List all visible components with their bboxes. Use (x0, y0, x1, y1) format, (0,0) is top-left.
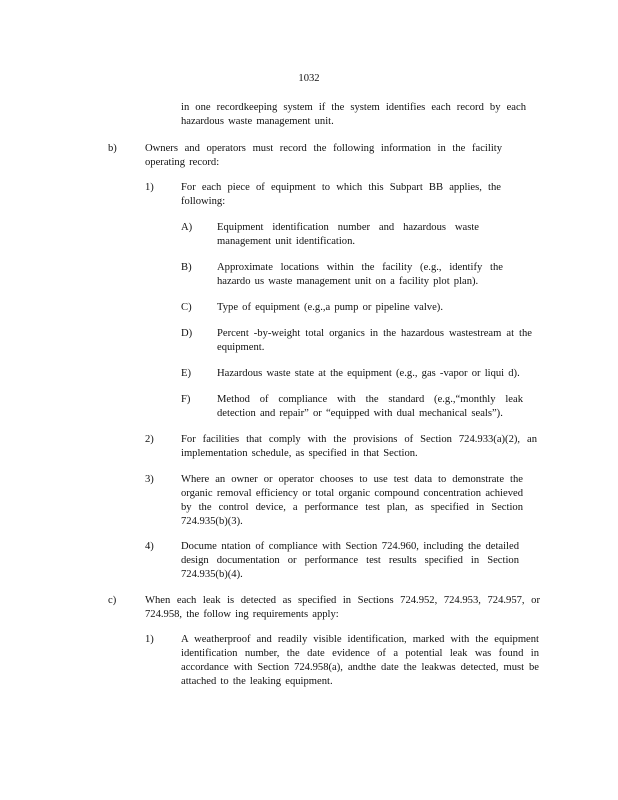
item-c1-label: 1) (145, 634, 154, 645)
subitem-c-text: Type of equipment (e.g.,a pump or pipeline valve). (217, 302, 443, 313)
subitem-b-label: B) (181, 262, 192, 273)
section-b-text: Owners and operators must record the following information in the facility operating record: (145, 143, 502, 168)
page-number: 1032 (298, 73, 320, 84)
subitem-b-text: Approximate locations within the facility (e.g., identify the hazardo us waste management unit on a facility plot plan). (217, 262, 503, 287)
subitem-d-text: Percent -by-weight total organics in the hazardous wastestream at the equipment. (217, 328, 532, 353)
item-b3-label: 3) (145, 474, 154, 485)
subitem-e-label: E) (181, 368, 191, 379)
item-b1-label: 1) (145, 182, 154, 193)
subitem-a-text: Equipment identification number and hazardous waste management unit identification. (217, 222, 479, 247)
subitem-d-label: D) (181, 328, 193, 339)
subitem-a-label: A) (181, 222, 193, 233)
section-c-text: When each leak is detected as specified in Sections 724.952, 724.953, 724.957, or 724.958, the follow ing requirements apply: (145, 595, 540, 620)
subitem-f-label: F) (181, 394, 191, 405)
continuation-paragraph: in one recordkeeping system if the system identifies each record by each hazardous waste management unit. (181, 102, 526, 127)
subitem-e-text: Hazardous waste state at the equipment (e.g., gas -vapor or liqui d). (217, 368, 520, 379)
item-b4-text: Docume ntation of compliance with Section 724.960, including the detailed design documentation or performance test results specified in Section 724.935(b)(4). (181, 541, 519, 580)
item-b4-label: 4) (145, 541, 154, 552)
subitem-c-label: C) (181, 302, 192, 313)
item-b2-text: For facilities that comply with the provisions of Section 724.933(a)(2), an implementation schedule, as specified in that Section. (181, 434, 537, 459)
item-c1-text: A weatherproof and readily visible identification, marked with the equipment identification number, the date evidence of a potential leak was found in accordance with Section 724.958(a), andthe date the leakwas detected, must be attached to the leaking equipment. (181, 634, 539, 687)
section-b-label: b) (108, 143, 117, 154)
item-b2-label: 2) (145, 434, 154, 445)
subitem-f-text: Method of compliance with the standard (e.g.,“monthly leak detection and repair” or “equipped with dual mechanical seals”). (217, 394, 523, 419)
item-b3-text: Where an owner or operator chooses to use test data to demonstrate the organic removal efficiency or total organic compound concentration achieved by the control device, a performance test plan, as specified in Section 724.935(b)(3). (181, 474, 523, 527)
item-b1-text: For each piece of equipment to which this Subpart BB applies, the following: (181, 182, 501, 207)
section-c-label: c) (108, 595, 117, 606)
